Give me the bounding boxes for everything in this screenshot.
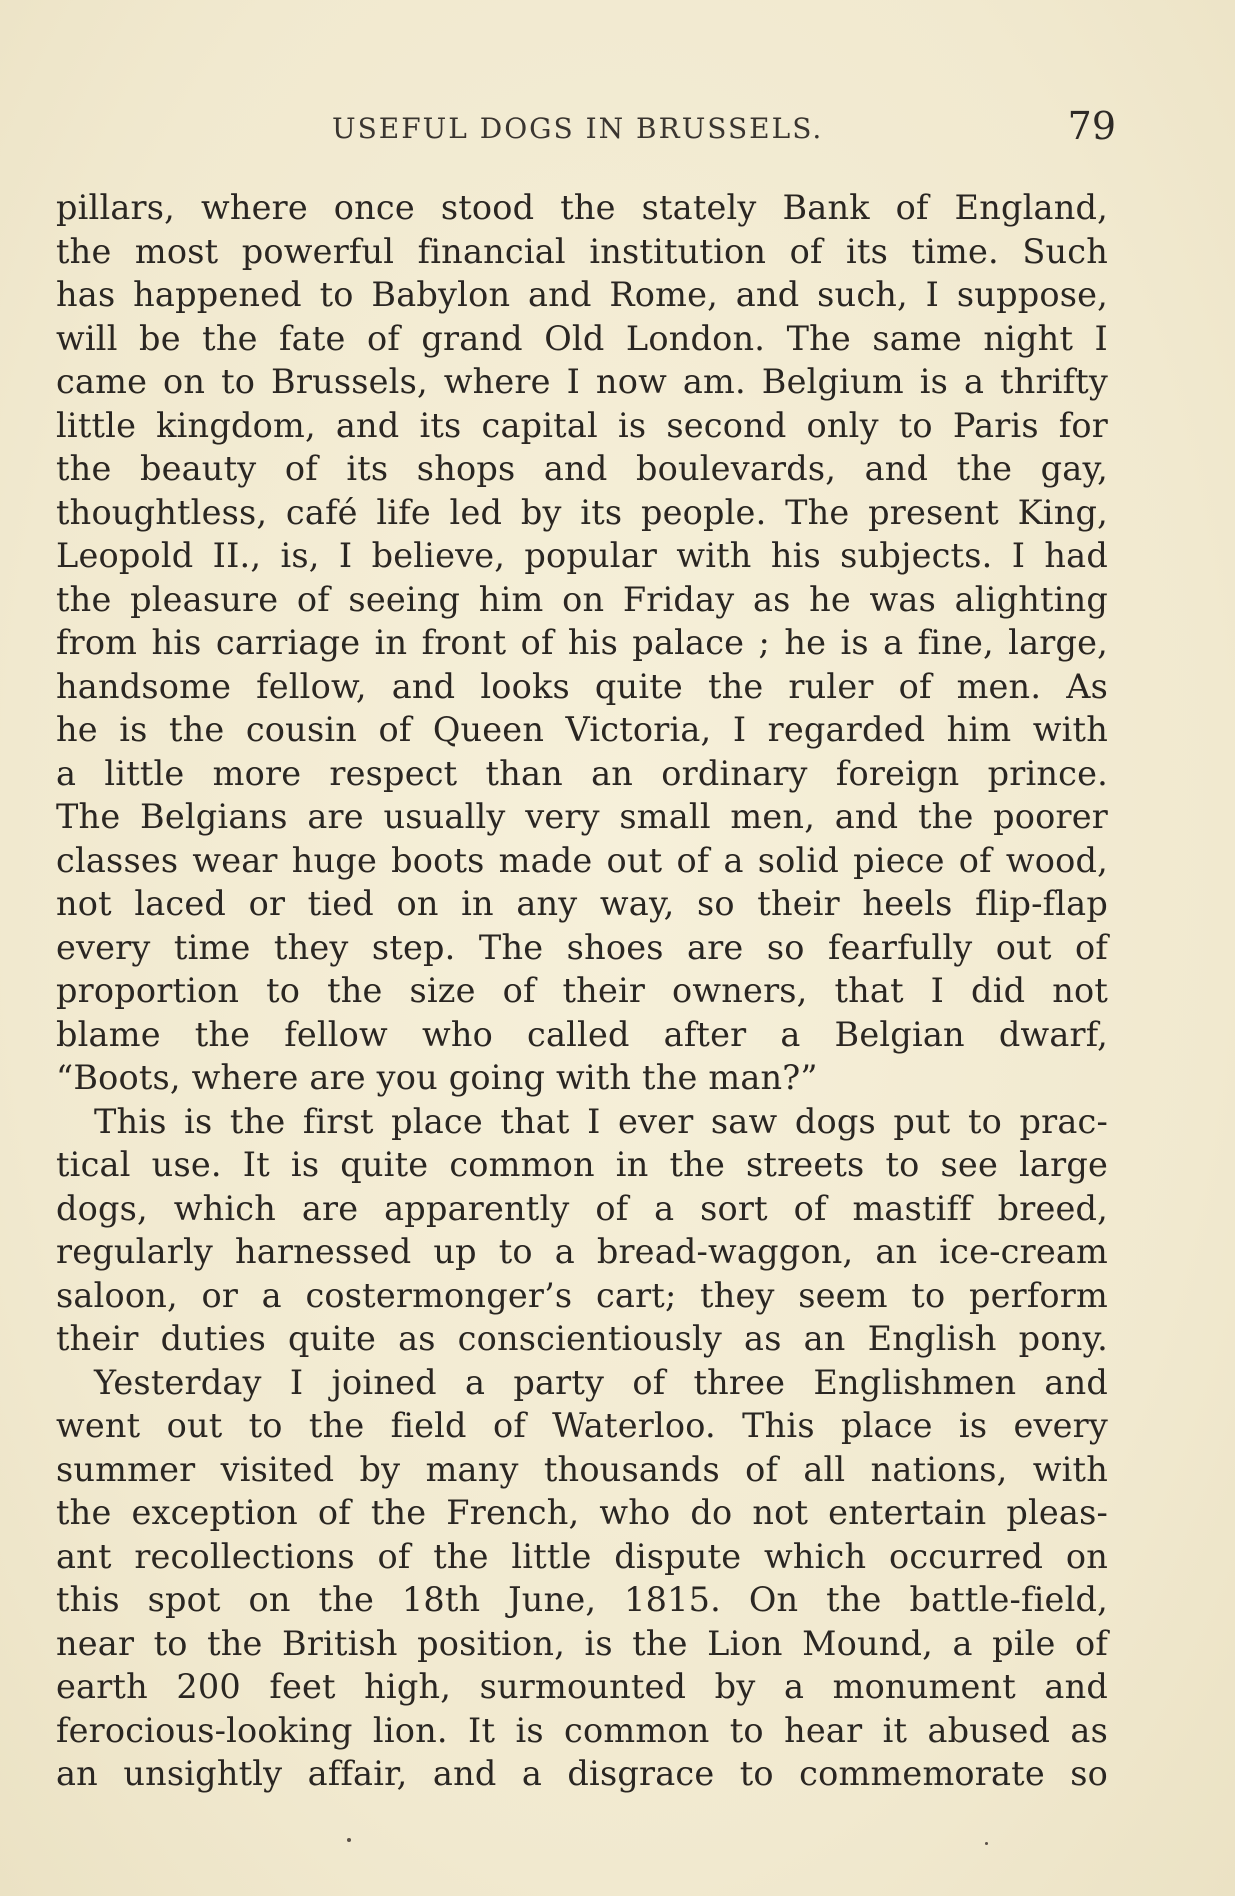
text-line: an unsightly affair, and a disgrace to commemorate so (56, 1754, 1108, 1793)
body-text (56, 186, 1108, 1796)
print-speck (985, 1842, 988, 1845)
text-line: The Belgians are usually very small men, and the poorer (56, 797, 1108, 836)
text-line: This is the first place that I ever saw dogs put to prac- (94, 1101, 1108, 1141)
text-line: pillars, where once stood the stately Bank of England, (56, 188, 1108, 227)
text-line: thoughtless, café life led by its people. The present King, (56, 492, 1108, 532)
text-line: from his carriage in front of his palace ; he is a fine, large, (56, 623, 1108, 662)
text-line: summer visited by many thousands of all nations, with (56, 1449, 1108, 1489)
print-speck (347, 1838, 351, 1842)
text-line: blame the fellow who called after a Belgian dwarf, (56, 1014, 1108, 1054)
text-line: “Boots, where are you going with the man?” (56, 1058, 818, 1097)
text-line: every time they step. The shoes are so fearfully out of (56, 927, 1108, 967)
text-line: proportion to the size of their owners, that I did not (56, 971, 1108, 1010)
text-line: Leopold II., is, I believe, popular with his subjects. I had (56, 536, 1108, 575)
text-line: earth 200 feet high, surmounted by a monument and (56, 1667, 1108, 1706)
text-line: has happened to Babylon and Rome, and such, I suppose, (56, 275, 1108, 314)
text-line: Yesterday I joined a party of three Englishmen and (94, 1362, 1108, 1402)
text-line: handsome fellow, and looks quite the ruler of men. As (56, 666, 1108, 706)
text-line: regularly harnessed up to a bread-waggon, an ice-cream (56, 1232, 1108, 1271)
text-line: the beauty of its shops and boulevards, and the gay, (56, 449, 1108, 488)
page-number: 79 (1067, 104, 1116, 148)
text-line: near to the British position, is the Lion Mound, a pile of (56, 1623, 1108, 1663)
text-line: this spot on the 18th June, 1815. On the battle-field, (56, 1580, 1108, 1619)
text-line: the most powerful financial institution of its time. Such (56, 231, 1108, 271)
text-line: their duties quite as conscientiously as an English pony. (56, 1319, 1108, 1358)
text-line: ant recollections of the little dispute which occurred on (56, 1536, 1108, 1576)
text-line: tical use. It is quite common in the streets to see large (56, 1145, 1108, 1184)
text-line: classes wear huge boots made out of a solid piece of wood, (56, 840, 1108, 880)
text-line: he is the cousin of Queen Victoria, I regarded him with (56, 710, 1108, 749)
text-line: not laced or tied on in any way, so their heels flip-flap (56, 884, 1108, 923)
text-line: a little more respect than an ordinary foreign prince. (56, 753, 1108, 793)
text-line: saloon, or a costermonger’s cart; they seem to perform (56, 1275, 1108, 1315)
text-line: will be the fate of grand Old London. The same night I (56, 318, 1108, 358)
text-line: ferocious-looking lion. It is common to hear it abused as (56, 1710, 1108, 1750)
text-line: the pleasure of seeing him on Friday as he was alighting (56, 579, 1108, 619)
text-line: went out to the field of Waterloo. This place is every (56, 1406, 1108, 1445)
running-head: USEFUL DOGS IN BRUSSELS. (332, 112, 824, 145)
page-header (56, 104, 1116, 152)
text-line: dogs, which are apparently of a sort of mastiff breed, (56, 1188, 1108, 1228)
text-line: came on to Brussels, where I now am. Belgium is a thrifty (56, 362, 1108, 401)
text-line: little kingdom, and its capital is second only to Paris for (56, 405, 1108, 445)
text-line: the exception of the French, who do not entertain pleas- (56, 1493, 1108, 1532)
